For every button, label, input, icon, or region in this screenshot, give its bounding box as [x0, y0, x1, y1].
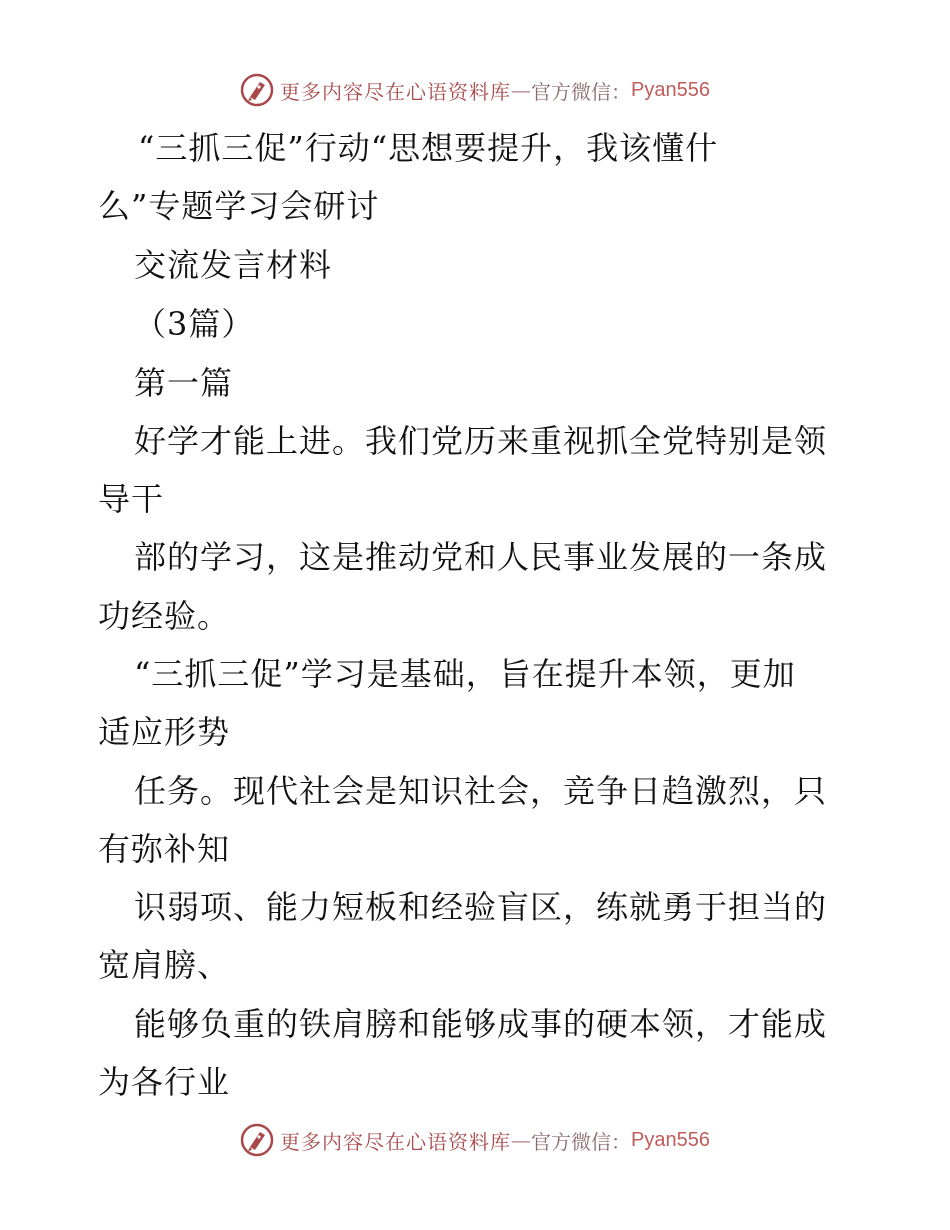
- paragraph-line: “三抓三促”学习是基础，旨在提升本领，更加: [134, 655, 796, 693]
- watermark-wechat-id: Pyan556: [631, 1128, 710, 1151]
- paragraph-line: 有弥补知: [98, 830, 231, 868]
- watermark-wechat-label: 官方微信：: [531, 1129, 632, 1154]
- paragraph-line: 宽肩膀、: [98, 946, 231, 984]
- paragraph-line: 部的学习，这是推动党和人民事业发展的一条成: [134, 538, 828, 576]
- title-line-2: 么”专题学习会研讨: [98, 187, 380, 225]
- watermark-brand-text: 更多内容尽在心语资料库: [280, 79, 512, 104]
- paragraph-line: 导干: [98, 480, 165, 518]
- article-count: （3篇）: [134, 305, 255, 343]
- paragraph-line: 能够负重的铁肩膀和能够成事的硬本领，才能成: [134, 1005, 828, 1043]
- paragraph-line: 好学才能上进。我们党历来重视抓全党特别是领: [134, 422, 828, 460]
- paragraph-line: 识弱项、能力短板和经验盲区，练就勇于担当的: [134, 888, 828, 926]
- watermark-separator: —: [511, 1128, 532, 1152]
- watermark-separator: —: [511, 78, 532, 102]
- title-line-3: 交流发言材料: [134, 246, 333, 284]
- paragraph-line: 为各行业: [98, 1063, 231, 1101]
- watermark-wechat-label: 官方微信：: [531, 79, 632, 104]
- pen-nib-logo-icon: [240, 73, 274, 107]
- paragraph-line: 任务。现代社会是知识社会，竞争日趋激烈，只: [134, 772, 828, 810]
- section-heading: 第一篇: [134, 364, 234, 402]
- header-watermark: [0, 68, 950, 112]
- footer-watermark: [0, 1118, 950, 1162]
- pen-nib-logo-icon: [240, 1123, 274, 1157]
- paragraph-line: 功经验。: [98, 597, 231, 635]
- title-line-1: “三抓三促”行动“思想要提升，我该懂什: [138, 129, 719, 167]
- watermark-brand-text: 更多内容尽在心语资料库: [280, 1129, 512, 1154]
- paragraph-line: 适应形势: [98, 713, 231, 751]
- watermark-wechat-id: Pyan556: [631, 78, 710, 101]
